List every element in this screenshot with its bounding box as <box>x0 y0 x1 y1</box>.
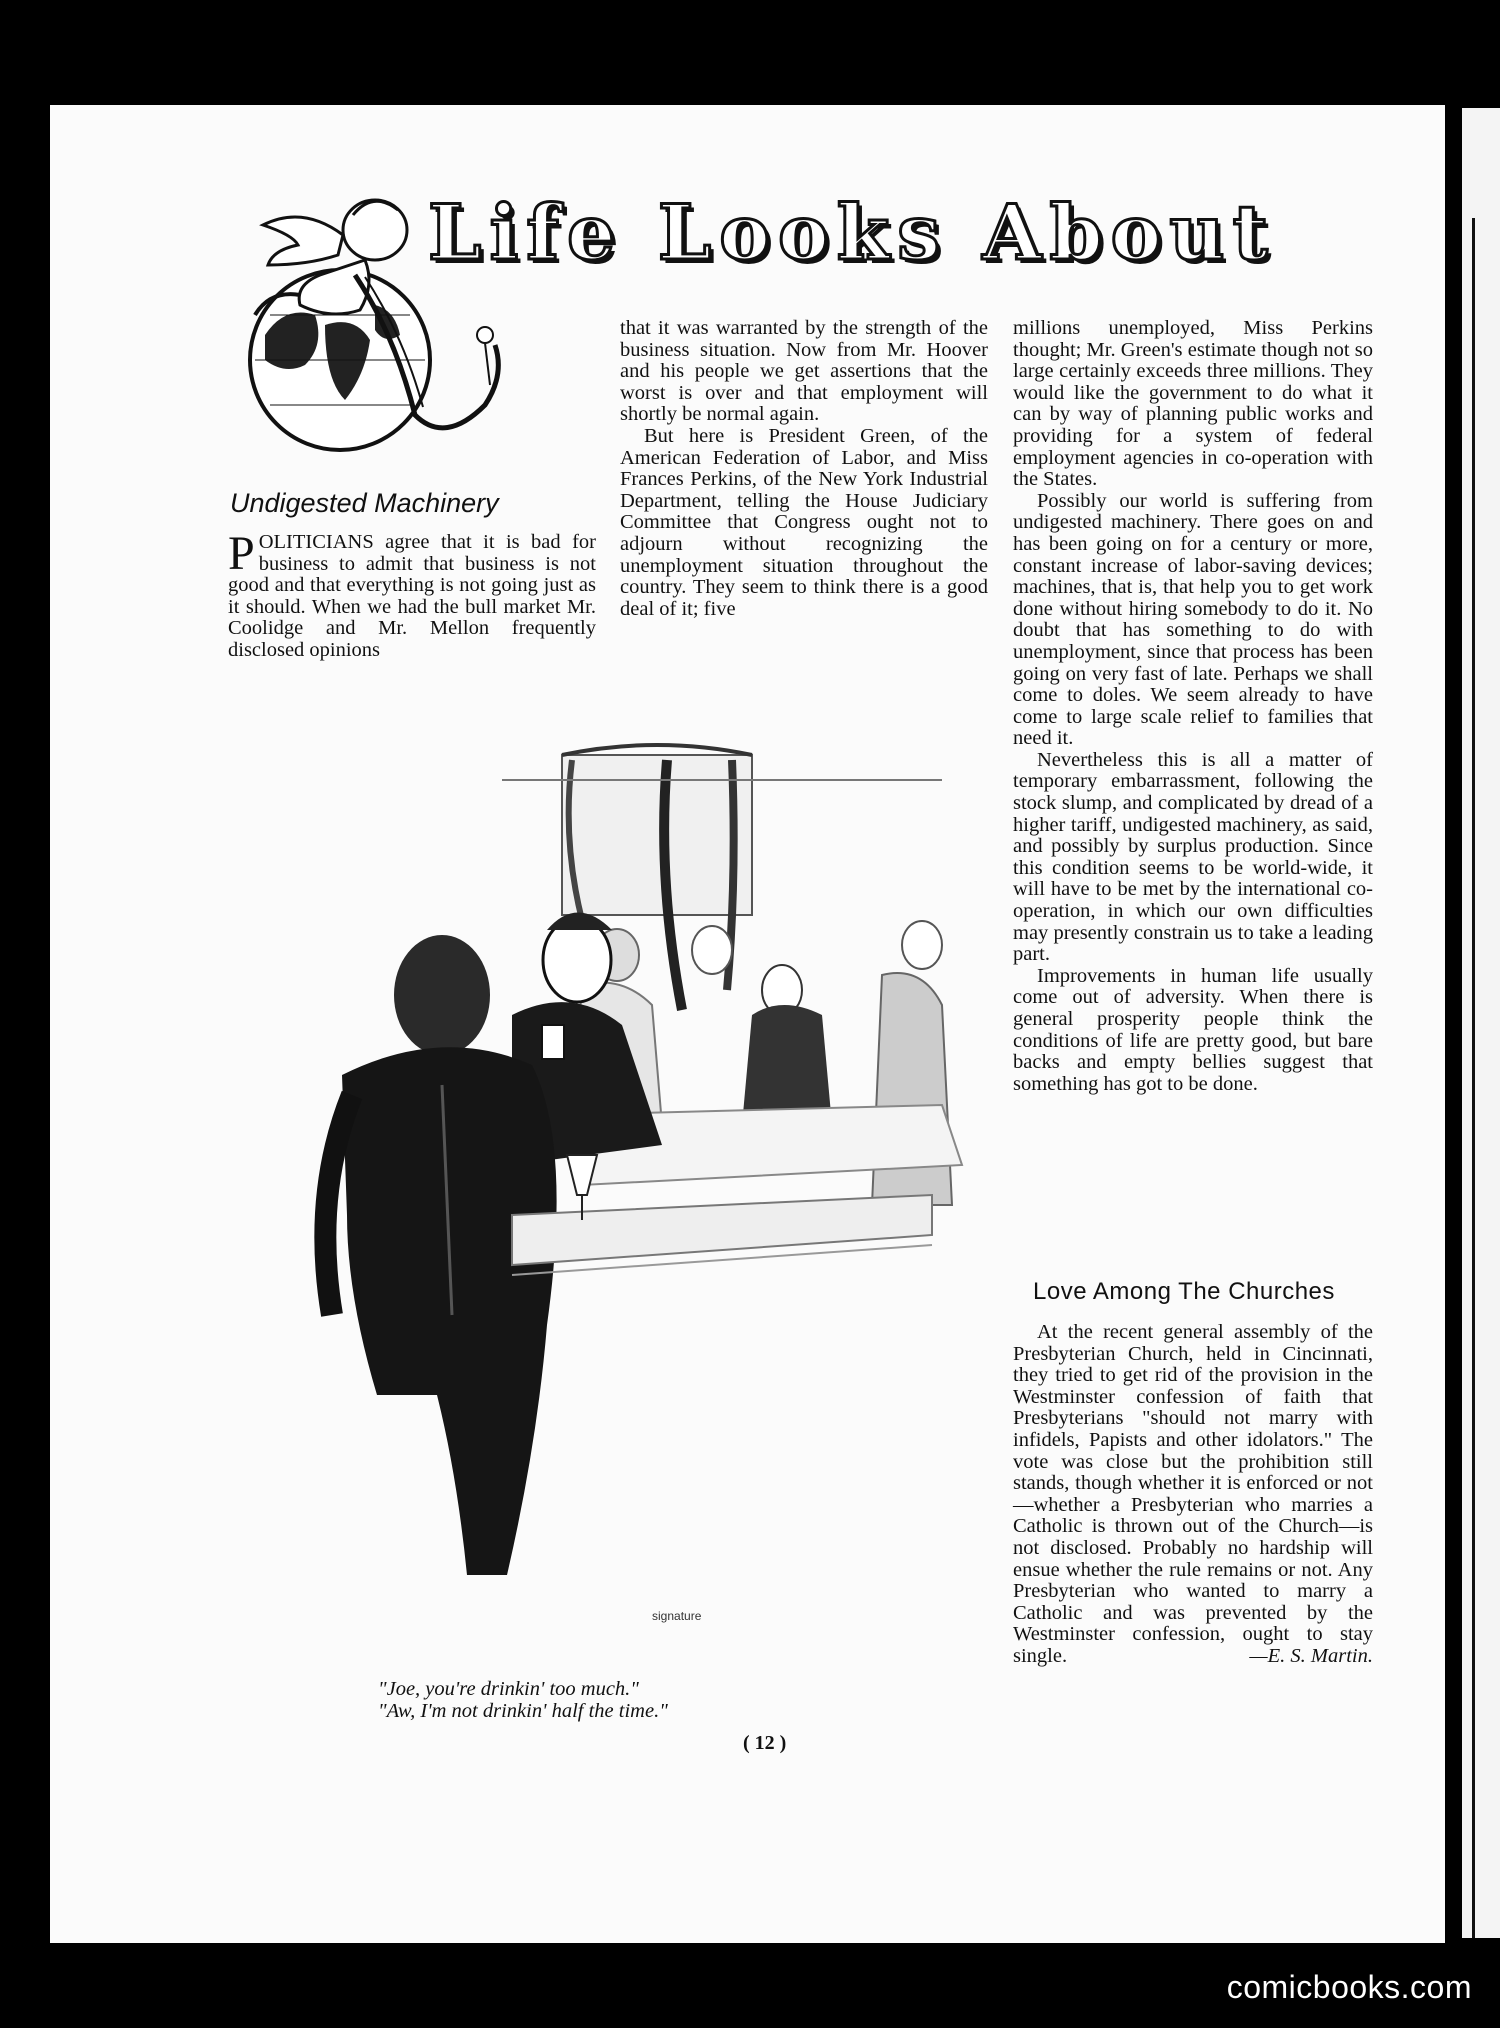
facing-page-edge <box>1462 108 1500 1938</box>
article1-col3-p2: Possibly our world is suffering from undigested machinery. There goes on and has been going on for a century or more, constant increase of labor-saving devices; machines, that is, that help you to get work done without hiring somebody to do it. No doubt that has something to do with unemployment, since that process has been going on very fast of late. Perhaps we shall come to doles. We seem already to have come to large scale relief to families that need it. <box>1013 489 1373 750</box>
author-attribution: —E. S. Martin. <box>1249 1644 1373 1667</box>
illustration-caption <box>378 1678 668 1722</box>
page-title: Life Looks About <box>428 188 1276 277</box>
svg-text:signature: signature <box>652 1609 702 1623</box>
article-heading-love-among-churches: Love Among The Churches <box>1033 1278 1335 1305</box>
article1-col3-p3: Nevertheless this is all a matter of temporary embarrassment, following the stock slump, and complicated by dread of a higher tariff, undigested machinery, as said, and possibly by surplus production. Since this condition seems to be world-wide, it will have to be met by the international co-operation, in which our own difficulties may presently constrain us to take a leading part. <box>1013 748 1373 966</box>
bar-scene-illustration <box>262 715 992 1665</box>
caption-line-2: "Aw, I'm not drinkin' half the time." <box>378 1700 668 1722</box>
article1-col1-text: OLITICIANS agree that it is bad for business to admit that business is not good and that everything is not going just as it should. When we had the bull market Mr. Coolidge and Mr. Mellon frequently disclosed opinions <box>228 531 596 661</box>
article1-col2-p1: that it was warranted by the strength of the business situation. Now from Mr. Hoover and his people we get assertions that the worst is over and that employment will shortly be normal again. <box>620 317 988 426</box>
article1-column-1 <box>228 527 596 662</box>
article-heading-undigested-machinery: Undigested Machinery <box>230 488 499 518</box>
page-number: ( 12 ) <box>743 1732 787 1754</box>
caption-line-1: "Joe, you're drinkin' too much." <box>378 1678 639 1700</box>
article1-column-2 <box>620 318 988 620</box>
drop-cap: P <box>228 527 255 580</box>
article1-col2-p2: But here is President Green, of the American Federation of Labor, and Miss Frances Perkins, of the New York Industrial Department, telling the House Judiciary Committee that Congress ought not to adjourn without recognizing the unemployment situation throughout the country. They seem to think there is a good deal of it; five <box>620 424 988 620</box>
article1-col3-p1: millions unemployed, Miss Perkins thought; Mr. Green's estimate though not so large certainly exceeds three millions. They would like the government to do what it can by way of planning public works and providing for a system of federal employment agencies in co-operation with the States. <box>1013 317 1373 491</box>
article1-column-3 <box>1013 318 1373 1095</box>
article2-body: At the recent general assembly of the Presbyterian Church, held in Cincinnati, they tried to get rid of the provision in the Westminster confession of faith that Presbyterians "should not marry with infidels, Papists and other idolators." The vote was close but the prohibition still stands, though whether it is enforced or not—whether a Presbyterian who marries a Catholic is thrown out of the Church—is not disclosed. Probably no hardship will ensue whether the rule remains or not. Any Presbyterian who wanted to marry a Catholic and was prevented by the Westminster confession, ought to stay single. —E. S. Martin. <box>1013 1321 1373 1667</box>
article1-col3-p4: Improvements in human life usually come out of adversity. When there is general prosperity people think the conditions of life are pretty good, but bare backs and empty bellies suggest that something has got to be done. <box>1013 964 1373 1095</box>
article2-column <box>1013 1322 1373 1668</box>
site-watermark: comicbooks.com <box>1226 1969 1472 2005</box>
